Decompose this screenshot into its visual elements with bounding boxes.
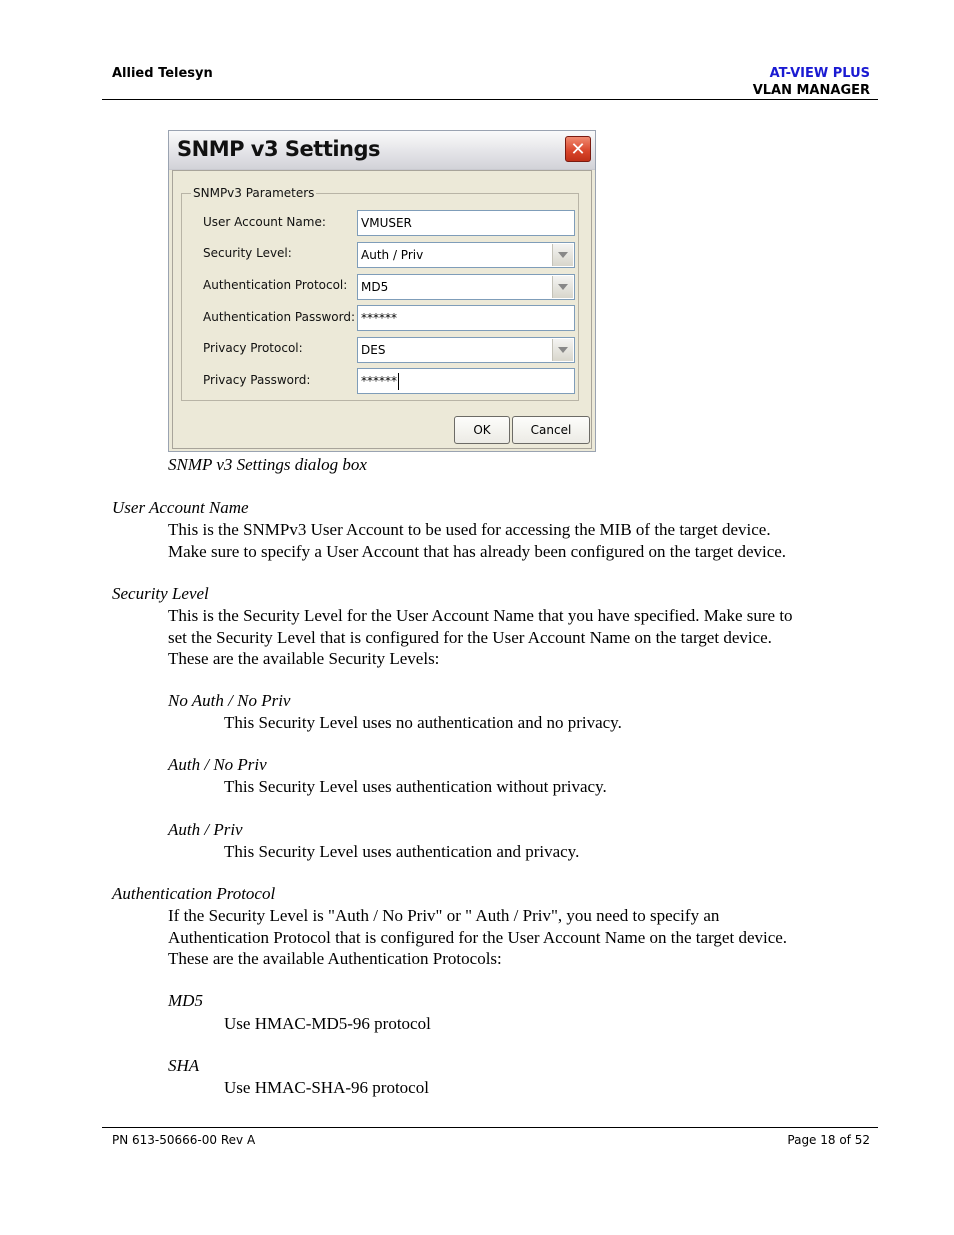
dialog-body (172, 170, 592, 449)
user-account-name-label: User Account Name: (203, 215, 326, 229)
security-level-label: Security Level: (203, 246, 292, 260)
term-authentication-protocol: Authentication Protocol (112, 884, 276, 903)
desc-no-auth-no-priv (224, 712, 622, 734)
header-product: AT-VIEW PLUS (769, 66, 870, 81)
para-line: Make sure to specify a User Account that has already been configured on the target device. (168, 541, 787, 561)
para-authentication-protocol (168, 905, 787, 970)
footer-page-number: Page 18 of 52 (787, 1133, 870, 1147)
auth-protocol-select[interactable] (357, 274, 575, 300)
chevron-down-icon[interactable] (552, 244, 573, 266)
chevron-down-icon[interactable] (552, 339, 573, 361)
para-line: This Security Level uses authentication without privacy. (224, 777, 607, 796)
para-user-account-name (168, 519, 786, 562)
term-user-account-name: User Account Name (112, 498, 249, 517)
privacy-protocol-label: Privacy Protocol: (203, 341, 303, 355)
cancel-button[interactable]: Cancel (512, 416, 590, 444)
desc-sha (224, 1077, 429, 1099)
header-rule (102, 99, 878, 100)
para-line: Use HMAC-MD5-96 protocol (224, 1014, 431, 1033)
user-account-name-input[interactable] (357, 210, 575, 236)
close-icon[interactable]: ✕ (565, 136, 591, 162)
security-level-value: Auth / Priv (361, 248, 424, 262)
term-md5: MD5 (168, 991, 203, 1010)
figure-caption: SNMP v3 Settings dialog box (168, 455, 367, 474)
para-line: If the Security Level is "Auth / No Priv" or " Auth / Priv", you need to specify an (168, 906, 720, 925)
term-sha: SHA (168, 1056, 200, 1075)
ok-button[interactable]: OK (454, 416, 510, 444)
para-line: set the Security Level that is configured for the User Account Name on the target device. (168, 627, 772, 647)
desc-md5 (224, 1013, 431, 1035)
term-security-level: Security Level (112, 584, 209, 603)
privacy-protocol-select[interactable] (357, 337, 575, 363)
footer-rule (102, 1127, 878, 1128)
para-line: Authentication Protocol that is configured for the User Account Name on the target device. (168, 927, 788, 947)
group-legend: SNMPv3 Parameters (193, 186, 315, 200)
privacy-protocol-value: DES (361, 343, 386, 357)
para-line: These are the available Authentication Protocols: (168, 949, 502, 968)
auth-password-label: Authentication Password: (203, 310, 355, 324)
para-line: This Security Level uses authentication and privacy. (224, 842, 580, 861)
privacy-password-value: ****** (361, 374, 397, 388)
auth-password-input[interactable] (357, 305, 575, 331)
snmp-v3-dialog (168, 130, 596, 452)
footer-part-number: PN 613-50666-00 Rev A (112, 1133, 256, 1147)
dialog-title: SNMP v3 Settings (177, 137, 381, 161)
text-caret (398, 373, 399, 390)
desc-auth-no-priv (224, 776, 607, 798)
header-section: VLAN MANAGER (752, 83, 870, 98)
desc-auth-priv (224, 841, 579, 863)
privacy-password-label: Privacy Password: (203, 373, 311, 387)
privacy-password-input[interactable] (357, 368, 575, 394)
para-line: This Security Level uses no authentication and no privacy. (224, 713, 622, 732)
para-line: This is the SNMPv3 User Account to be used for accessing the MIB of the target device. (168, 520, 771, 539)
auth-protocol-value: MD5 (361, 280, 389, 294)
user-account-name-value: VMUSER (361, 216, 412, 230)
term-auth-priv: Auth / Priv (168, 820, 243, 839)
para-line: These are the available Security Levels: (168, 649, 440, 668)
dialog-titlebar (169, 131, 595, 170)
security-level-select[interactable] (357, 242, 575, 268)
para-line: Use HMAC-SHA-96 protocol (224, 1078, 429, 1097)
term-no-auth-no-priv: No Auth / No Priv (168, 691, 291, 710)
auth-protocol-label: Authentication Protocol: (203, 278, 348, 292)
header-company: Allied Telesyn (112, 66, 213, 81)
auth-password-value: ****** (361, 311, 397, 325)
para-security-level (168, 605, 793, 670)
para-line: This is the Security Level for the User Account Name that you have specified. Make sure to (168, 606, 793, 625)
term-auth-no-priv: Auth / No Priv (168, 755, 267, 774)
chevron-down-icon[interactable] (552, 276, 573, 298)
